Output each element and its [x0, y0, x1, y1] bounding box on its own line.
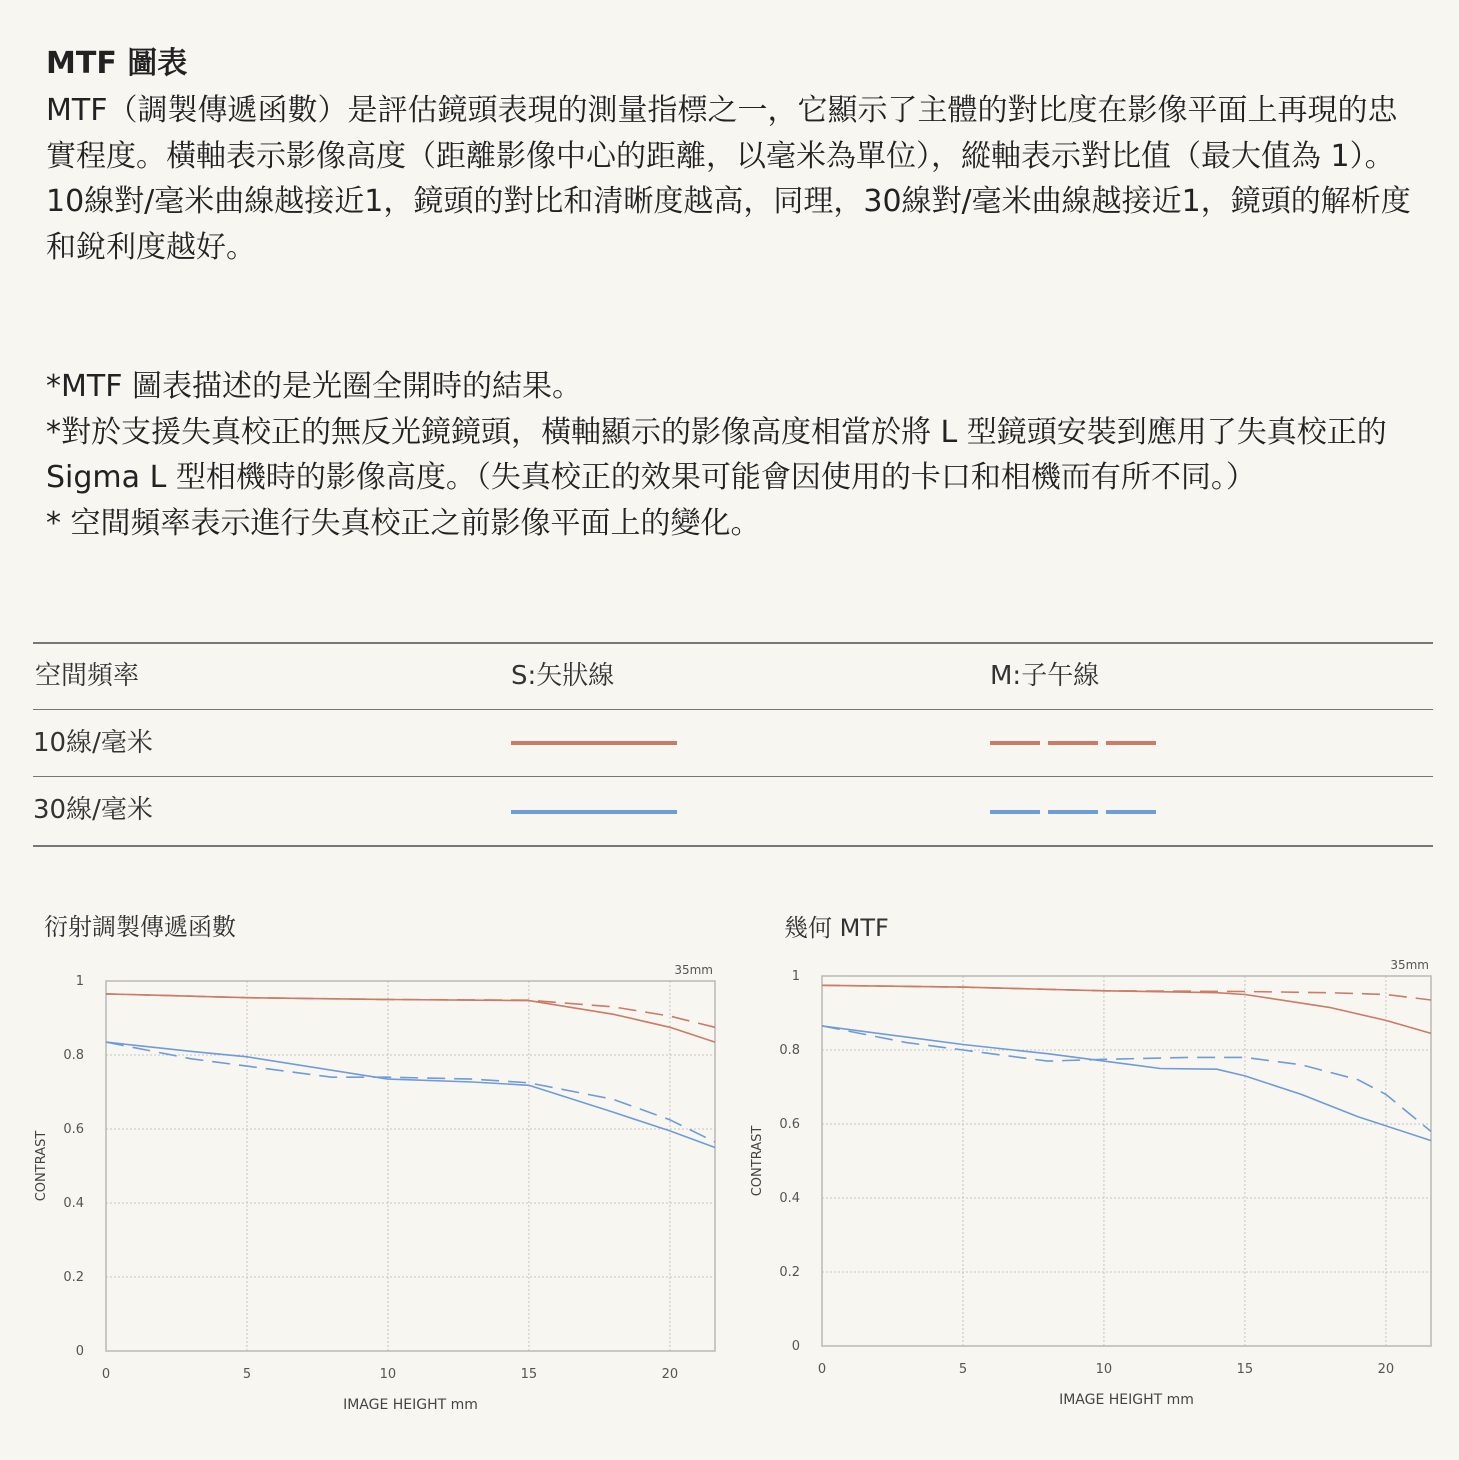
chart-title-diffraction: 衍射調製傳遞函數 — [44, 913, 236, 941]
y-tick-label: 0.8 — [779, 1043, 800, 1058]
y-tick-label: 0.6 — [779, 1117, 800, 1132]
y-tick-label: 0.4 — [63, 1196, 84, 1211]
y-tick-label: 1 — [791, 969, 800, 984]
note-2: *對於支援失真校正的無反光鏡鏡頭，橫軸顯示的影像高度相當於將 L 型鏡頭安裝到應用了失真校正的 Sigma L 型相機時的影像高度。（失真校正的效果可能會因使用的卡口和相機而有所不同。） — [46, 414, 1387, 495]
x-tick-label: 20 — [661, 1367, 679, 1382]
x-tick-label: 10 — [1095, 1362, 1113, 1377]
series-line-10M — [822, 985, 1431, 1000]
intro-paragraph-2: 10線對/毫米曲線越接近1，鏡頭的對比和清晰度越高，同理，30線對/毫米曲線越接近1，鏡頭的解析度和銳利度越好。 — [46, 184, 1411, 265]
x-tick-label: 0 — [101, 1367, 111, 1382]
series-line-30M — [822, 1026, 1431, 1132]
series-line-10S — [106, 994, 715, 1042]
x-tick-label: 5 — [958, 1362, 968, 1377]
intro-paragraph-1: MTF（調製傳遞函數）是評估鏡頭表現的測量指標之一，它顯示了主體的對比度在影像平面上再現的忠實程度。橫軸表示影像高度（距離影像中心的距離，以毫米為單位），縱軸表示對比值（最大值為 1）。 — [46, 93, 1398, 174]
series-line-30S — [106, 1042, 715, 1147]
legend-solid-line-30 — [511, 810, 677, 814]
diffraction-mtf-chart — [20, 955, 730, 1425]
row-label-30: 30線/毫米 — [33, 795, 153, 825]
notes-section — [46, 364, 1426, 546]
y-tick-label: 0.4 — [779, 1191, 800, 1206]
plot-frame — [822, 976, 1431, 1346]
chart-title-geometric: 幾何 MTF — [784, 914, 889, 942]
table-rule-bottom — [33, 845, 1433, 847]
x-tick-label: 15 — [520, 1367, 538, 1382]
intro-title: MTF 圖表 — [46, 46, 188, 81]
header-spatial-frequency: 空間頻率 — [35, 661, 140, 691]
series-line-10M — [106, 994, 715, 1027]
table-rule-top — [33, 642, 1433, 644]
y-axis-label: CONTRAST — [34, 1130, 49, 1202]
y-tick-label: 0.6 — [63, 1122, 84, 1137]
geometric-mtf-chart — [736, 950, 1446, 1420]
corner-label: 35mm — [1390, 958, 1429, 972]
intro-section — [46, 44, 1426, 270]
y-tick-label: 0.2 — [63, 1270, 84, 1285]
x-tick-label: 20 — [1377, 1362, 1395, 1377]
legend-dashed-line-30 — [990, 810, 1156, 814]
y-tick-label: 0 — [75, 1344, 84, 1359]
x-tick-label: 0 — [817, 1362, 827, 1377]
header-meridional: M:子午線 — [990, 661, 1100, 691]
table-rule — [33, 776, 1433, 777]
y-tick-label: 0.8 — [63, 1048, 84, 1063]
corner-label: 35mm — [674, 963, 713, 977]
note-1: *MTF 圖表描述的是光圈全開時的結果。 — [46, 369, 583, 404]
note-3: * 空間頻率表示進行失真校正之前影像平面上的變化。 — [46, 505, 761, 541]
x-tick-label: 5 — [242, 1367, 252, 1382]
y-tick-label: 0 — [791, 1339, 800, 1354]
legend-dashed-line-10 — [990, 741, 1156, 745]
x-axis-label: IMAGE HEIGHT mm — [343, 1397, 478, 1413]
header-sagittal: S:矢狀線 — [511, 661, 615, 691]
x-tick-label: 10 — [379, 1367, 397, 1382]
x-tick-label: 15 — [1236, 1362, 1254, 1377]
legend-solid-line-10 — [511, 741, 677, 745]
y-tick-label: 1 — [75, 974, 84, 989]
series-line-30M — [106, 1042, 715, 1142]
plot-frame — [106, 981, 715, 1351]
x-axis-label: IMAGE HEIGHT mm — [1059, 1392, 1194, 1408]
y-axis-label: CONTRAST — [750, 1125, 765, 1197]
y-tick-label: 0.2 — [779, 1265, 800, 1280]
table-rule — [33, 709, 1433, 710]
row-label-10: 10線/毫米 — [33, 728, 153, 758]
legend-table — [33, 642, 1433, 847]
